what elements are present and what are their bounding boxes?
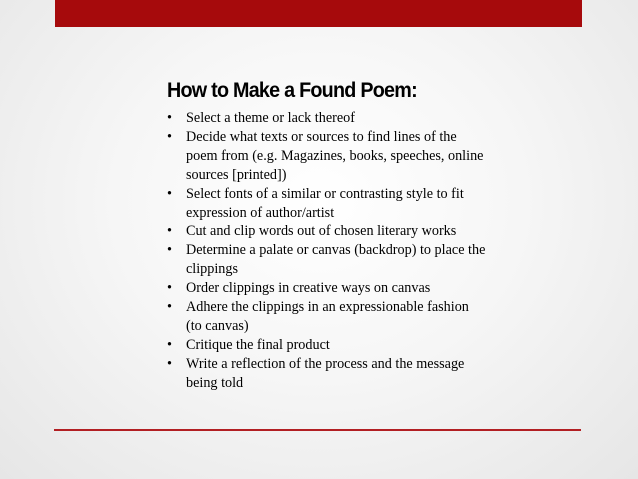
bullet-item: • Select fonts of a similar or contrasting style to fit expression of author/artist — [167, 185, 487, 223]
bullet-item: • Adhere the clippings in an expressionable fashion (to canvas) — [167, 298, 487, 336]
slide-title: How to Make a Found Poem: — [167, 79, 417, 102]
bullet-item: • Decide what texts or sources to find lines of the poem from (e.g. Magazines, books, speeches, online sources [printed]) — [167, 128, 487, 185]
bullet-item: • Determine a palate or canvas (backdrop) to place the clippings — [167, 241, 487, 279]
top-accent-band — [55, 0, 582, 27]
bullet-item: • Write a reflection of the process and the message being told — [167, 355, 487, 393]
bullet-item: • Critique the final product — [167, 336, 487, 355]
slide-content — [167, 78, 487, 393]
bullet-list — [167, 109, 487, 393]
bullet-item: • Cut and clip words out of chosen literary works — [167, 222, 487, 241]
bullet-item: • Select a theme or lack thereof — [167, 109, 487, 128]
bullet-item: • Order clippings in creative ways on canvas — [167, 279, 487, 298]
bottom-divider — [54, 429, 581, 431]
